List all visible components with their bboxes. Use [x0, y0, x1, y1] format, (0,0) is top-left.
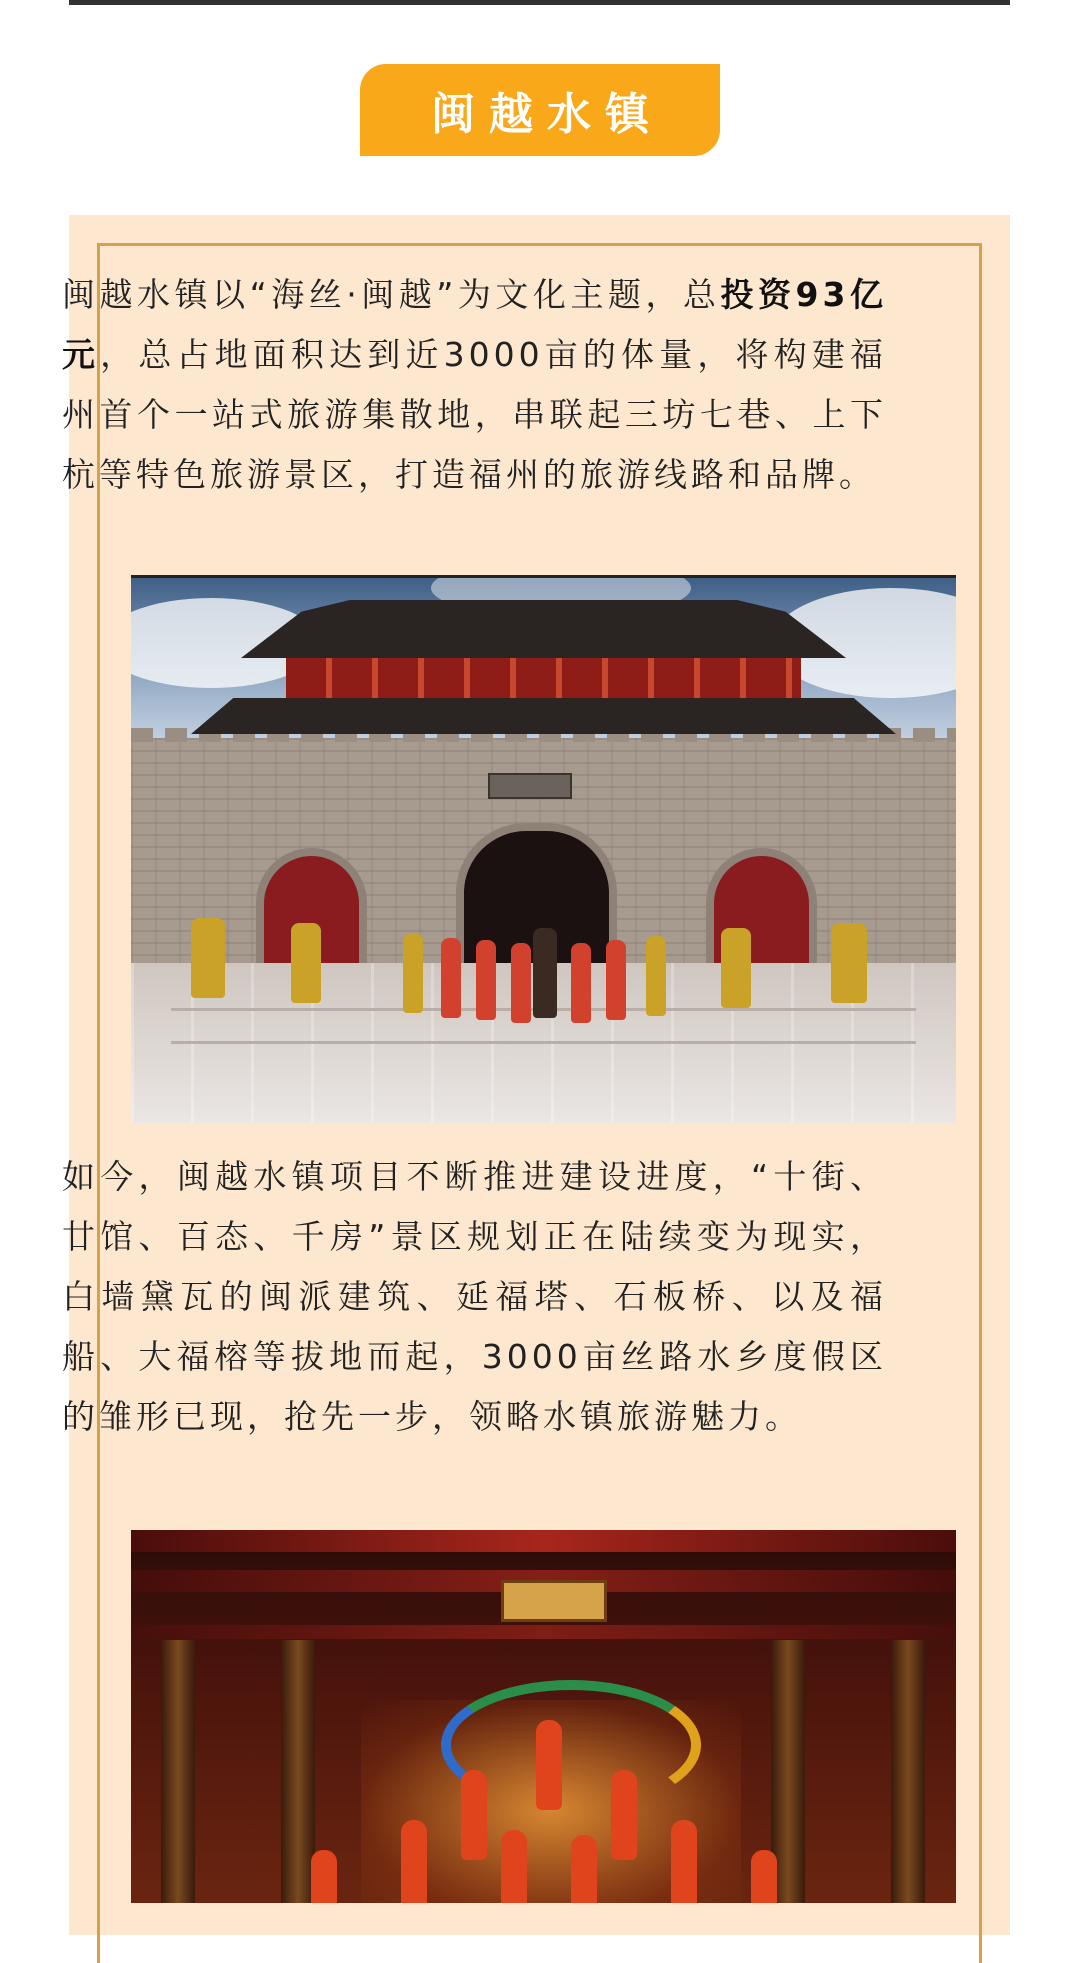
photo-performer [721, 928, 751, 1008]
photo-performer [476, 940, 496, 1020]
photo-plaque [488, 773, 572, 799]
photo-performer [831, 923, 867, 1003]
intro-paragraph [62, 265, 887, 505]
photo-dancer [501, 1830, 527, 1903]
section-title: 闽越水镇 [431, 89, 663, 140]
photo-dancer [571, 1835, 597, 1903]
stage-performance-photo [131, 1530, 956, 1903]
photo-performer [511, 943, 531, 1023]
photo-dancer [461, 1770, 487, 1860]
city-gate-photo [131, 575, 956, 1123]
photo-ceiling-beam [131, 1530, 956, 1552]
intro-text-after: ，总占地面积达到近3000亩的体量，将构建福州首个一站式旅游集散地，串联起三坊七巷、上下杭等特色旅游景区，打造福州的旅游线路和品牌。 [62, 335, 888, 494]
intro-text-before: 闽越水镇以“海丝·闽越”为文化主题，总 [62, 275, 721, 314]
photo-performer [533, 928, 557, 1018]
photo-dancer [611, 1770, 637, 1860]
photo-performer [571, 943, 591, 1023]
photo-pillar [891, 1640, 925, 1903]
photo-dancer [671, 1820, 697, 1903]
photo-pillar [281, 1640, 315, 1903]
photo-performer [646, 936, 666, 1016]
photo-performer [403, 933, 423, 1013]
photo-dancer [401, 1820, 427, 1903]
photo-gate-tower [286, 653, 801, 703]
photo-dancer [311, 1850, 337, 1903]
progress-paragraph: 如今，闽越水镇项目不断推进建设进度，“十街、廿馆、百态、千房”景区规划正在陆续变为现实，白墙黛瓦的闽派建筑、延福塔、石板桥、以及福船、大福榕等拔地而起，3000亩丝路水乡度假区的雏形已现，抢先一步，领略水镇旅游魅力。 [62, 1157, 887, 1436]
photo-performer [441, 938, 461, 1018]
photo-performer [191, 918, 225, 998]
photo-ceiling-beam [131, 1625, 956, 1639]
photo-lower-roof [191, 698, 896, 734]
section-title-badge [360, 64, 720, 156]
investment-highlight: 投资93亿元 [62, 275, 887, 374]
photo-performer [606, 940, 626, 1020]
photo-upper-roof [241, 600, 846, 658]
top-divider [69, 0, 1010, 5]
photo-dancer [536, 1720, 562, 1810]
photo-pillar [161, 1640, 195, 1903]
photo-stage-sign [501, 1580, 607, 1622]
photo-performer [291, 923, 321, 1003]
photo-dancer [751, 1850, 777, 1903]
